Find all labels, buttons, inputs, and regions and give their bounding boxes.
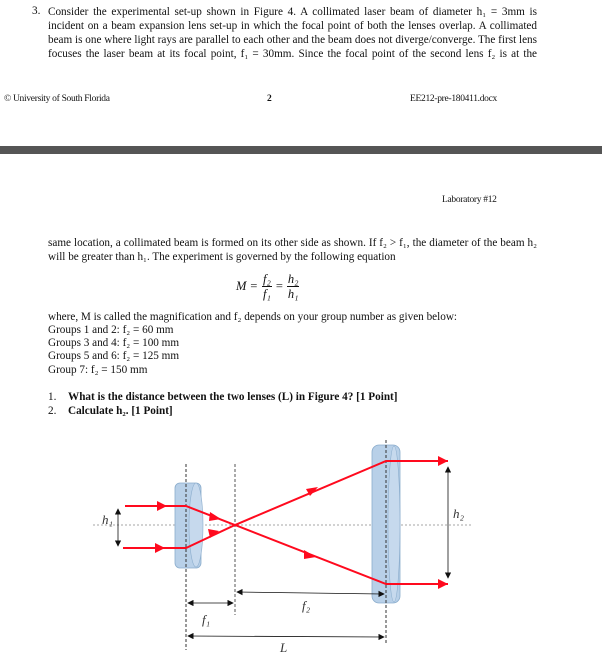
- frac-denominator: h₁: [287, 287, 299, 301]
- footer-page-number: 2: [267, 94, 272, 104]
- question-number: 3.: [32, 5, 41, 17]
- group-line: Groups 3 and 4: f₂ = 100 mm: [48, 337, 180, 349]
- frac-numerator: f₂: [262, 272, 271, 286]
- question-1-text: What is the distance between the two lenses (L) in Figure 4? [1 Point]: [68, 391, 398, 403]
- group-line: Groups 1 and 2: f₂ = 60 mm: [48, 324, 174, 336]
- question-1-number: 1.: [48, 391, 57, 403]
- frac-denominator: f₁: [262, 287, 271, 301]
- question-2-number: 2.: [48, 405, 57, 417]
- group-line: Groups 5 and 6: f₂ = 125 mm: [48, 350, 180, 362]
- footer-filename: EE212-pre-180411.docx: [410, 94, 498, 104]
- group-line: Group 7: f₂ = 150 mm: [48, 364, 148, 376]
- f1-label: f₁: [202, 612, 211, 627]
- equation-lhs: M =: [236, 279, 258, 293]
- page-header: Laboratory #12: [442, 195, 497, 205]
- continuation-paragraph: same location, a collimated beam is formed on its other side as shown. If f₂ > f₁, the diameter of the beam h₂ will be greater than h₁. The experiment is governed by the following equation: [48, 237, 537, 263]
- lens-1: [175, 483, 203, 568]
- L-dimension: [188, 636, 384, 637]
- question-paragraph: Consider the experimental set-up shown in Figure 4. A collimated laser beam of diameter h₁ = 3mm is incident on a beam expansion lens set-up in which the focal point of both the lenses overlap. A collimated beam is one where light rays are parallel to each other and the beam does not diverge/converge. The first lens focuses the laser beam at its focal point, f₁ = 30mm. Since the focal point of the second lens f₂ is at the: [48, 6, 537, 60]
- frac-numerator: h₂: [287, 272, 299, 286]
- h1-label: h₁: [102, 512, 114, 527]
- L-label: L: [280, 640, 288, 655]
- f2-dimension: [237, 592, 384, 594]
- equals-sign: =: [275, 279, 283, 293]
- h2-label: h₂: [453, 506, 465, 521]
- question-2-text: Calculate h₂. [1 Point]: [68, 405, 173, 417]
- where-text: where, M is called the magnification and f₂ depends on your group number as given below:: [48, 311, 458, 323]
- f2-label: f₂: [302, 598, 311, 613]
- footer-copyright: © University of South Florida: [4, 94, 110, 104]
